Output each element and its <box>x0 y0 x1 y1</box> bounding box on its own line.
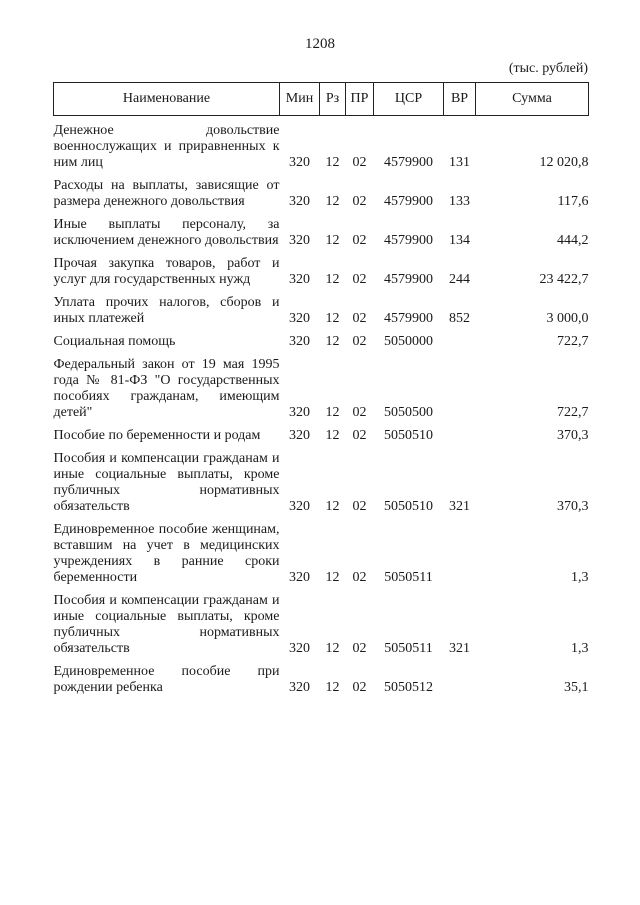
row-min: 320 <box>289 499 310 514</box>
header-rz: Рз <box>320 83 346 116</box>
row-rz: 12 <box>325 334 340 349</box>
row-vr: 321 <box>449 499 470 514</box>
row-min: 320 <box>289 334 310 349</box>
table-row <box>54 249 589 288</box>
row-rz: 12 <box>325 311 340 326</box>
row-csr: 5050500 <box>384 405 433 420</box>
row-csr: 5050511 <box>384 641 433 656</box>
row-vr: 133 <box>449 194 470 209</box>
row-csr: 4579900 <box>384 233 433 248</box>
row-min: 320 <box>289 155 310 170</box>
row-name: Единовременное пособие женщинам, вставшим на учет в медицинских учреждениях в ранние сроки беременности <box>53 522 280 585</box>
row-sum: 3 000,0 <box>546 311 589 326</box>
row-name: Пособия и компенсации гражданам и иные социальные выплаты, кроме публичных нормативных обязательств <box>53 451 280 514</box>
row-sum: 12 020,8 <box>539 155 589 170</box>
table-row <box>54 444 589 515</box>
row-vr: 134 <box>449 233 470 248</box>
row-rz: 12 <box>325 155 340 170</box>
row-pr: 02 <box>352 233 367 248</box>
row-pr: 02 <box>352 428 367 443</box>
row-vr <box>444 421 476 444</box>
row-rz: 12 <box>325 680 340 695</box>
row-sum: 35,1 <box>564 680 589 695</box>
row-sum: 722,7 <box>557 405 589 420</box>
row-vr <box>444 327 476 350</box>
table-row <box>54 171 589 210</box>
row-vr: 131 <box>449 155 470 170</box>
row-csr: 5050510 <box>384 499 433 514</box>
table-row <box>54 210 589 249</box>
row-vr: 852 <box>449 311 470 326</box>
row-rz: 12 <box>325 405 340 420</box>
row-name: Прочая закупка товаров, работ и услуг для государственных нужд <box>53 256 280 287</box>
row-sum: 1,3 <box>571 641 589 656</box>
row-csr: 4579900 <box>384 155 433 170</box>
table-row <box>54 421 589 444</box>
header-csr: ЦСР <box>374 83 444 116</box>
row-rz: 12 <box>325 428 340 443</box>
row-sum: 23 422,7 <box>539 272 589 287</box>
row-name: Федеральный закон от 19 мая 1995 года № 81-ФЗ "О государственных пособиях гражданам, имеющим детей" <box>53 357 280 420</box>
row-rz: 12 <box>325 570 340 585</box>
table-row <box>54 327 589 350</box>
row-name: Социальная помощь <box>53 334 176 349</box>
page-number: 1208 <box>305 36 335 52</box>
row-sum: 722,7 <box>557 334 589 349</box>
row-pr: 02 <box>352 194 367 209</box>
row-rz: 12 <box>325 272 340 287</box>
row-csr: 4579900 <box>384 194 433 209</box>
row-sum: 1,3 <box>571 570 589 585</box>
row-vr: 244 <box>449 272 470 287</box>
row-name: Иные выплаты персоналу, за исключением денежного довольствия <box>53 217 280 248</box>
row-name: Уплата прочих налогов, сборов и иных платежей <box>53 295 280 326</box>
row-vr <box>444 515 476 586</box>
row-csr: 5050511 <box>384 570 433 585</box>
row-name: Единовременное пособие при рождении ребенка <box>53 664 280 695</box>
row-csr: 5050000 <box>384 334 433 349</box>
header-vr: ВР <box>444 83 476 116</box>
row-pr: 02 <box>352 311 367 326</box>
row-min: 320 <box>289 194 310 209</box>
budget-table <box>53 82 589 696</box>
row-vr <box>444 350 476 421</box>
table-row <box>54 657 589 696</box>
row-vr: 321 <box>449 641 470 656</box>
row-pr: 02 <box>352 499 367 514</box>
table-row <box>54 586 589 657</box>
table-row <box>54 515 589 586</box>
row-sum: 444,2 <box>557 233 589 248</box>
units-label: (тыс. рублей) <box>508 61 588 76</box>
row-rz: 12 <box>325 499 340 514</box>
row-pr: 02 <box>352 680 367 695</box>
row-rz: 12 <box>325 194 340 209</box>
table-row <box>54 350 589 421</box>
row-pr: 02 <box>352 570 367 585</box>
header-sum: Сумма <box>476 83 589 116</box>
row-min: 320 <box>289 405 310 420</box>
row-pr: 02 <box>352 405 367 420</box>
row-name: Пособия и компенсации гражданам и иные социальные выплаты, кроме публичных нормативных обязательств <box>53 593 280 656</box>
row-rz: 12 <box>325 233 340 248</box>
row-pr: 02 <box>352 641 367 656</box>
row-min: 320 <box>289 233 310 248</box>
row-pr: 02 <box>352 155 367 170</box>
row-min: 320 <box>289 311 310 326</box>
table-row <box>54 116 589 172</box>
header-name: Наименование <box>54 83 280 116</box>
row-csr: 5050512 <box>384 680 433 695</box>
row-min: 320 <box>289 272 310 287</box>
row-name: Пособие по беременности и родам <box>53 428 261 443</box>
table-header-row <box>54 83 589 116</box>
row-min: 320 <box>289 641 310 656</box>
row-vr <box>444 657 476 696</box>
row-rz: 12 <box>325 641 340 656</box>
row-min: 320 <box>289 570 310 585</box>
row-csr: 4579900 <box>384 272 433 287</box>
row-name: Денежное довольствие военнослужащих и приравненных к ним лиц <box>53 123 280 170</box>
row-pr: 02 <box>352 334 367 349</box>
row-csr: 5050510 <box>384 428 433 443</box>
row-pr: 02 <box>352 272 367 287</box>
row-min: 320 <box>289 428 310 443</box>
row-name: Расходы на выплаты, зависящие от размера денежного довольствия <box>53 178 280 209</box>
row-sum: 370,3 <box>557 499 589 514</box>
table-row <box>54 288 589 327</box>
header-min: Мин <box>280 83 320 116</box>
row-csr: 4579900 <box>384 311 433 326</box>
row-min: 320 <box>289 680 310 695</box>
row-sum: 370,3 <box>557 428 589 443</box>
row-sum: 117,6 <box>557 194 589 209</box>
header-pr: ПР <box>346 83 374 116</box>
